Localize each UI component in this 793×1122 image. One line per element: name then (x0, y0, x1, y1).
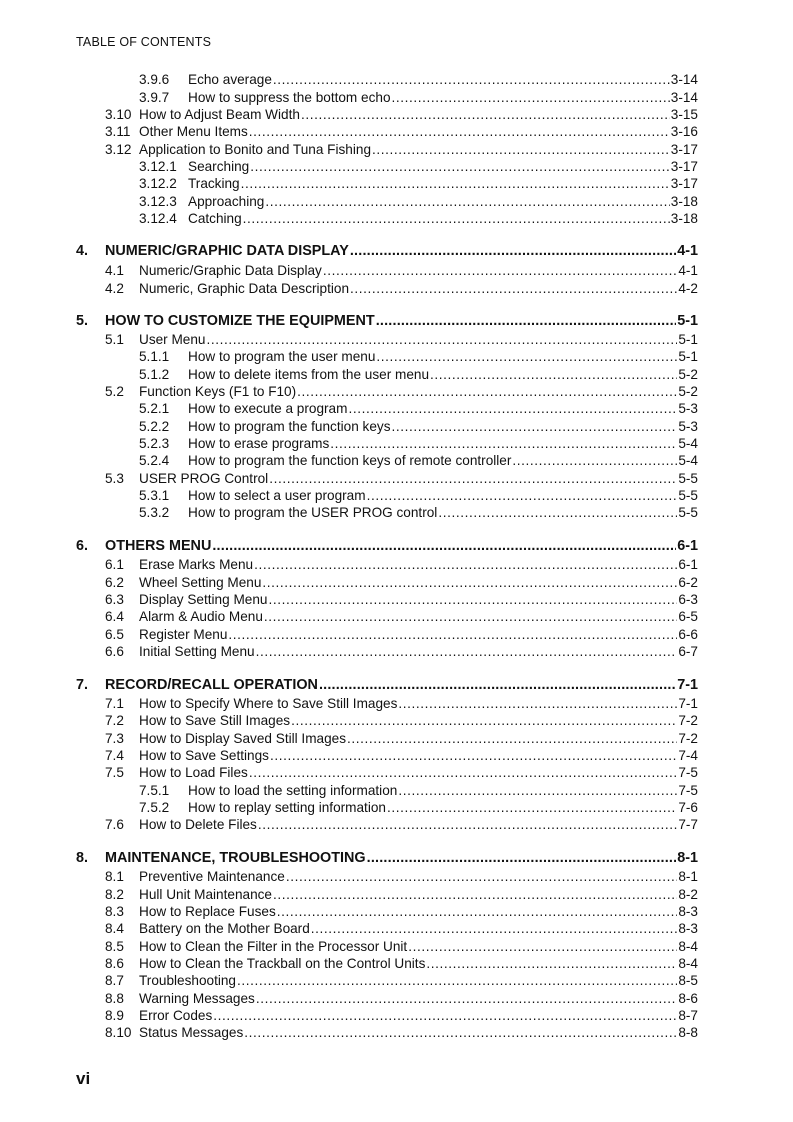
toc-entry-page: 3-16 (670, 124, 698, 139)
toc-entry-title: OTHERS MENU (105, 538, 212, 554)
toc-entry-title: USER PROG Control (139, 471, 269, 486)
toc-entry-page: 3-18 (670, 194, 698, 209)
toc-entry[interactable] (105, 903, 698, 920)
toc-entry-number: 7.6 (105, 817, 124, 832)
toc-dot-leader (237, 972, 677, 989)
toc-dot-leader (244, 1024, 677, 1041)
toc-entry-page: 4-1 (677, 243, 698, 259)
toc-entry-page: 4-2 (678, 281, 698, 296)
toc-entry-page: 6-1 (678, 557, 698, 572)
toc-entry-number: 8.9 (105, 1008, 124, 1023)
toc-entry[interactable] (105, 712, 698, 729)
toc-entry-number: 3.12 (105, 142, 132, 157)
toc-dot-leader (319, 677, 676, 694)
toc-entry-page: 6-5 (678, 609, 698, 624)
toc-entry-page: 5-1 (677, 313, 698, 329)
toc-entry[interactable] (76, 677, 698, 694)
toc-entry-page: 8-1 (678, 869, 698, 884)
toc-entry-number: 4.1 (105, 263, 124, 278)
toc-entry-page: 5-5 (678, 488, 698, 503)
toc-dot-leader (376, 313, 676, 330)
toc-entry-number: 8.6 (105, 956, 124, 971)
toc-entry-title: How to Clean the Filter in the Processor Unit (139, 939, 408, 954)
toc-entry[interactable] (76, 538, 698, 555)
toc-dot-leader (348, 400, 677, 417)
toc-entry[interactable] (139, 487, 698, 504)
toc-entry-number: 4. (76, 243, 89, 259)
toc-entry-title: Numeric, Graphic Data Description (139, 281, 350, 296)
toc-entry[interactable] (139, 418, 698, 435)
toc-dot-leader (512, 452, 677, 469)
toc-entry[interactable] (105, 383, 698, 400)
toc-dot-leader (311, 920, 678, 937)
toc-dot-leader (350, 280, 677, 297)
toc-entry[interactable] (105, 695, 698, 712)
toc-entry-number: 3.12.1 (139, 159, 177, 174)
toc-entry-number: 7.1 (105, 696, 124, 711)
toc-entry-title: How to delete items from the user menu (188, 367, 430, 382)
toc-entry[interactable] (105, 608, 698, 625)
toc-dot-leader (268, 591, 677, 608)
toc-entry-title: RECORD/RECALL OPERATION (105, 677, 318, 693)
toc-dot-leader (228, 626, 677, 643)
toc-entry-page: 5-1 (678, 349, 698, 364)
toc-entry[interactable] (76, 850, 698, 867)
toc-entry[interactable] (105, 106, 698, 123)
toc-entry-title: Approaching (188, 194, 265, 209)
toc-entry[interactable] (105, 591, 698, 608)
toc-dot-leader (243, 210, 670, 227)
toc-dot-leader (426, 955, 677, 972)
toc-entry[interactable] (105, 938, 698, 955)
toc-entry[interactable] (105, 470, 698, 487)
toc-entry[interactable] (76, 313, 698, 330)
toc-entry-number: 3.12.2 (139, 176, 177, 191)
toc-entry[interactable] (105, 730, 698, 747)
toc-entry-number: 8.10 (105, 1025, 132, 1040)
toc-entry-title: Function Keys (F1 to F10) (139, 384, 297, 399)
toc-entry[interactable] (139, 799, 698, 816)
toc-entry-title: NUMERIC/GRAPHIC DATA DISPLAY (105, 243, 349, 259)
toc-entry[interactable] (139, 89, 698, 106)
toc-entry[interactable] (105, 920, 698, 937)
toc-entry[interactable] (105, 990, 698, 1007)
toc-entry-number: 7.5.1 (139, 783, 170, 798)
toc-entry[interactable] (139, 366, 698, 383)
page-header: TABLE OF CONTENTS (76, 35, 212, 49)
toc-entry-number: 8.2 (105, 887, 124, 902)
toc-dot-leader (256, 643, 678, 660)
toc-entry-title: Battery on the Mother Board (139, 921, 310, 936)
toc-entry-page: 6-2 (678, 575, 698, 590)
toc-entry-title: Warning Messages (139, 991, 255, 1006)
toc-dot-leader (392, 89, 670, 106)
toc-entry-number: 8.7 (105, 973, 124, 988)
toc-entry[interactable] (139, 504, 698, 521)
toc-entry-title: How to Clean the Trackball on the Control Units (139, 956, 426, 971)
toc-entry[interactable] (105, 955, 698, 972)
toc-entry[interactable] (105, 972, 698, 989)
toc-entry-page: 7-2 (678, 713, 698, 728)
toc-entry-title: How to execute a program (188, 401, 348, 416)
toc-entry-title: Tracking (188, 176, 240, 191)
toc-entry[interactable] (139, 782, 698, 799)
toc-entry-page: 6-1 (677, 538, 698, 554)
toc-entry-title: How to Load Files (139, 765, 248, 780)
toc-dot-leader (387, 799, 677, 816)
toc-entry-title: How to Display Saved Still Images (139, 731, 347, 746)
toc-dot-leader (372, 141, 670, 158)
toc-entry[interactable] (139, 71, 698, 88)
toc-entry-page: 5-4 (678, 436, 698, 451)
toc-entry-page: 6-3 (678, 592, 698, 607)
toc-entry-number: 5.3.1 (139, 488, 170, 503)
toc-dot-leader (286, 868, 678, 885)
toc-entry-number: 7.3 (105, 731, 124, 746)
toc-entry-number: 5. (76, 313, 89, 329)
toc-entry-number: 4.2 (105, 281, 124, 296)
toc-entry-title: Application to Bonito and Tuna Fishing (139, 142, 372, 157)
toc-entry-page: 7-6 (678, 800, 698, 815)
toc-entry-title: How to erase programs (188, 436, 330, 451)
toc-entry[interactable] (139, 210, 698, 227)
toc-dot-leader (265, 193, 669, 210)
toc-entry-title: Preventive Maintenance (139, 869, 285, 884)
toc-dot-leader (269, 470, 677, 487)
toc-entry-page: 8-4 (678, 939, 698, 954)
toc-entry[interactable] (76, 243, 698, 260)
toc-entry[interactable] (139, 158, 698, 175)
toc-entry-number: 8.1 (105, 869, 124, 884)
toc-entry[interactable] (139, 452, 698, 469)
toc-entry-number: 8.3 (105, 904, 124, 919)
toc-entry-page: 8-4 (678, 956, 698, 971)
toc-entry-number: 6.6 (105, 644, 124, 659)
toc-entry-title: Catching (188, 211, 242, 226)
toc-dot-leader (350, 243, 676, 260)
toc-entry-number: 6.1 (105, 557, 124, 572)
toc-dot-leader (249, 764, 678, 781)
toc-dot-leader (398, 782, 677, 799)
toc-entry-number: 5.1.1 (139, 349, 170, 364)
toc-entry-number: 5.1 (105, 332, 124, 347)
toc-dot-leader (264, 608, 677, 625)
toc-dot-leader (408, 938, 677, 955)
toc-entry-number: 5.2.4 (139, 453, 170, 468)
toc-entry-title: Register Menu (139, 627, 228, 642)
toc-dot-leader (256, 990, 677, 1007)
toc-entry[interactable] (139, 400, 698, 417)
toc-entry-number: 3.9.6 (139, 72, 170, 87)
toc-entry[interactable] (105, 747, 698, 764)
toc-entry-number: 5.2.1 (139, 401, 170, 416)
toc-entry-number: 5.2.2 (139, 419, 170, 434)
toc-entry-page: 8-1 (677, 850, 698, 866)
toc-entry-title: MAINTENANCE, TROUBLESHOOTING (105, 850, 366, 866)
toc-entry-number: 7.5 (105, 765, 124, 780)
toc-dot-leader (438, 504, 677, 521)
toc-dot-leader (347, 730, 677, 747)
toc-entry-page: 5-4 (678, 453, 698, 468)
toc-dot-leader (212, 538, 676, 555)
toc-entry-number: 7. (76, 677, 89, 693)
toc-entry-title: How to replay setting information (188, 800, 386, 815)
toc-entry-page: 8-5 (678, 973, 698, 988)
toc-dot-leader (270, 747, 677, 764)
toc-entry-page: 6-7 (678, 644, 698, 659)
toc-entry-number: 5.3.2 (139, 505, 170, 520)
toc-entry[interactable] (105, 764, 698, 781)
toc-entry-title: Status Messages (139, 1025, 244, 1040)
toc-entry-number: 5.3 (105, 471, 124, 486)
toc-dot-leader (297, 383, 677, 400)
toc-entry-page: 3-17 (670, 159, 698, 174)
toc-entry-page: 8-6 (678, 991, 698, 1006)
toc-entry-page: 6-6 (678, 627, 698, 642)
toc-entry[interactable] (105, 886, 698, 903)
toc-entry[interactable] (105, 331, 698, 348)
toc-entry-number: 6.3 (105, 592, 124, 607)
toc-entry-title: How to program the function keys of remote controller (188, 453, 512, 468)
toc-entry-number: 5.2.3 (139, 436, 170, 451)
toc-entry-title: How to Save Still Images (139, 713, 291, 728)
toc-entry-title: How to Specify Where to Save Still Images (139, 696, 398, 711)
toc-entry[interactable] (105, 643, 698, 660)
toc-dot-leader (258, 816, 677, 833)
toc-entry-page: 5-2 (678, 367, 698, 382)
toc-entry[interactable] (105, 816, 698, 833)
toc-entry-number: 3.12.4 (139, 211, 177, 226)
toc-entry-page: 3-14 (670, 90, 698, 105)
toc-entry-page: 7-1 (678, 696, 698, 711)
toc-entry[interactable] (105, 556, 698, 573)
toc-entry-title: Alarm & Audio Menu (139, 609, 263, 624)
toc-entry-title: User Menu (139, 332, 206, 347)
toc-entry-page: 3-14 (670, 72, 698, 87)
toc-entry-title: How to Save Settings (139, 748, 269, 763)
toc-entry[interactable] (105, 1024, 698, 1041)
toc-entry[interactable] (139, 348, 698, 365)
toc-entry-page: 5-5 (678, 505, 698, 520)
toc-entry-number: 6. (76, 538, 89, 554)
toc-dot-leader (250, 158, 670, 175)
toc-entry-page: 3-15 (670, 107, 698, 122)
toc-dot-leader (323, 262, 678, 279)
toc-entry-number: 5.1.2 (139, 367, 170, 382)
toc-entry-page: 7-2 (678, 731, 698, 746)
toc-entry-number: 3.12.3 (139, 194, 177, 209)
toc-entry-title: Error Codes (139, 1008, 213, 1023)
toc-entry-number: 7.2 (105, 713, 124, 728)
toc-dot-leader (273, 71, 670, 88)
toc-entry[interactable] (105, 868, 698, 885)
toc-entry-title: Initial Setting Menu (139, 644, 255, 659)
toc-entry-page: 8-8 (678, 1025, 698, 1040)
toc-entry-page: 7-4 (678, 748, 698, 763)
toc-dot-leader (301, 106, 670, 123)
toc-entry-number: 7.5.2 (139, 800, 170, 815)
toc-entry-title: How to select a user program (188, 488, 366, 503)
toc-entry-title: Echo average (188, 72, 272, 87)
toc-entry-page: 7-5 (678, 783, 698, 798)
toc-entry-title: Numeric/Graphic Data Display (139, 263, 322, 278)
toc-entry-title: Wheel Setting Menu (139, 575, 262, 590)
toc-entry-page: 3-17 (670, 176, 698, 191)
toc-entry[interactable] (139, 175, 698, 192)
toc-entry-title: How to Delete Files (139, 817, 257, 832)
page-number: vi (76, 1069, 91, 1088)
toc-entry-page: 8-2 (678, 887, 698, 902)
toc-dot-leader (367, 850, 677, 867)
toc-entry[interactable] (139, 193, 698, 210)
toc-entry-page: 5-5 (678, 471, 698, 486)
toc-entry[interactable] (105, 1007, 698, 1024)
toc-entry-page: 5-2 (678, 384, 698, 399)
toc-dot-leader (213, 1007, 677, 1024)
toc-entry-title: Other Menu Items (139, 124, 248, 139)
toc-entry-title: How to program the function keys (188, 419, 391, 434)
toc-entry-number: 3.9.7 (139, 90, 170, 105)
toc-entry-title: How to load the setting information (188, 783, 398, 798)
toc-entry[interactable] (105, 626, 698, 643)
toc-entry-page: 7-7 (678, 817, 698, 832)
toc-entry-page: 8-3 (678, 904, 698, 919)
toc-dot-leader (254, 556, 677, 573)
toc-entry[interactable] (105, 262, 698, 279)
toc-dot-leader (430, 366, 677, 383)
toc-dot-leader (291, 712, 677, 729)
toc-entry[interactable] (105, 123, 698, 140)
toc-entry-title: Troubleshooting (139, 973, 236, 988)
toc-dot-leader (206, 331, 677, 348)
toc-entry-page: 8-7 (678, 1008, 698, 1023)
toc-dot-leader (273, 886, 677, 903)
toc-entry-title: Display Setting Menu (139, 592, 268, 607)
toc-entry-number: 8. (76, 850, 89, 866)
toc-entry-title: HOW TO CUSTOMIZE THE EQUIPMENT (105, 313, 375, 329)
toc-entry-page: 7-1 (677, 677, 698, 693)
toc-entry-number: 3.11 (105, 124, 131, 139)
toc-entry-number: 8.4 (105, 921, 124, 936)
toc-entry-title: How to program the USER PROG control (188, 505, 438, 520)
toc-entry-page: 5-3 (678, 401, 698, 416)
toc-dot-leader (241, 175, 670, 192)
toc-entry-page: 5-1 (678, 332, 698, 347)
toc-dot-leader (392, 418, 678, 435)
toc-entry-title: How to Adjust Beam Width (139, 107, 300, 122)
toc-entry-title: How to suppress the bottom echo (188, 90, 391, 105)
toc-dot-leader (367, 487, 678, 504)
toc-entry-number: 6.5 (105, 627, 124, 642)
toc-entry[interactable] (105, 574, 698, 591)
toc-entry[interactable] (139, 435, 698, 452)
toc-entry-title: Searching (188, 159, 250, 174)
toc-entry-title: Hull Unit Maintenance (139, 887, 272, 902)
toc-entry-number: 6.2 (105, 575, 124, 590)
toc-entry-title: How to Replace Fuses (139, 904, 276, 919)
toc-entry-number: 8.8 (105, 991, 124, 1006)
toc-entry-number: 5.2 (105, 384, 124, 399)
toc-entry-page: 3-17 (670, 142, 698, 157)
toc-dot-leader (262, 574, 677, 591)
toc-dot-leader (376, 348, 677, 365)
toc-entry[interactable] (105, 280, 698, 297)
toc-entry-page: 5-3 (678, 419, 698, 434)
toc-dot-leader (330, 435, 677, 452)
toc-entry[interactable] (105, 141, 698, 158)
toc-entry-page: 7-5 (678, 765, 698, 780)
toc-entry-page: 8-3 (678, 921, 698, 936)
toc-entry-number: 8.5 (105, 939, 124, 954)
toc-entry-number: 6.4 (105, 609, 124, 624)
toc-dot-leader (249, 123, 670, 140)
toc-dot-leader (277, 903, 678, 920)
toc-entry-number: 3.10 (105, 107, 132, 122)
toc-entry-title: How to program the user menu (188, 349, 376, 364)
toc-entry-page: 3-18 (670, 211, 698, 226)
toc-entry-title: Erase Marks Menu (139, 557, 254, 572)
toc-entry-page: 4-1 (678, 263, 698, 278)
toc-entry-number: 7.4 (105, 748, 124, 763)
toc-dot-leader (398, 695, 677, 712)
